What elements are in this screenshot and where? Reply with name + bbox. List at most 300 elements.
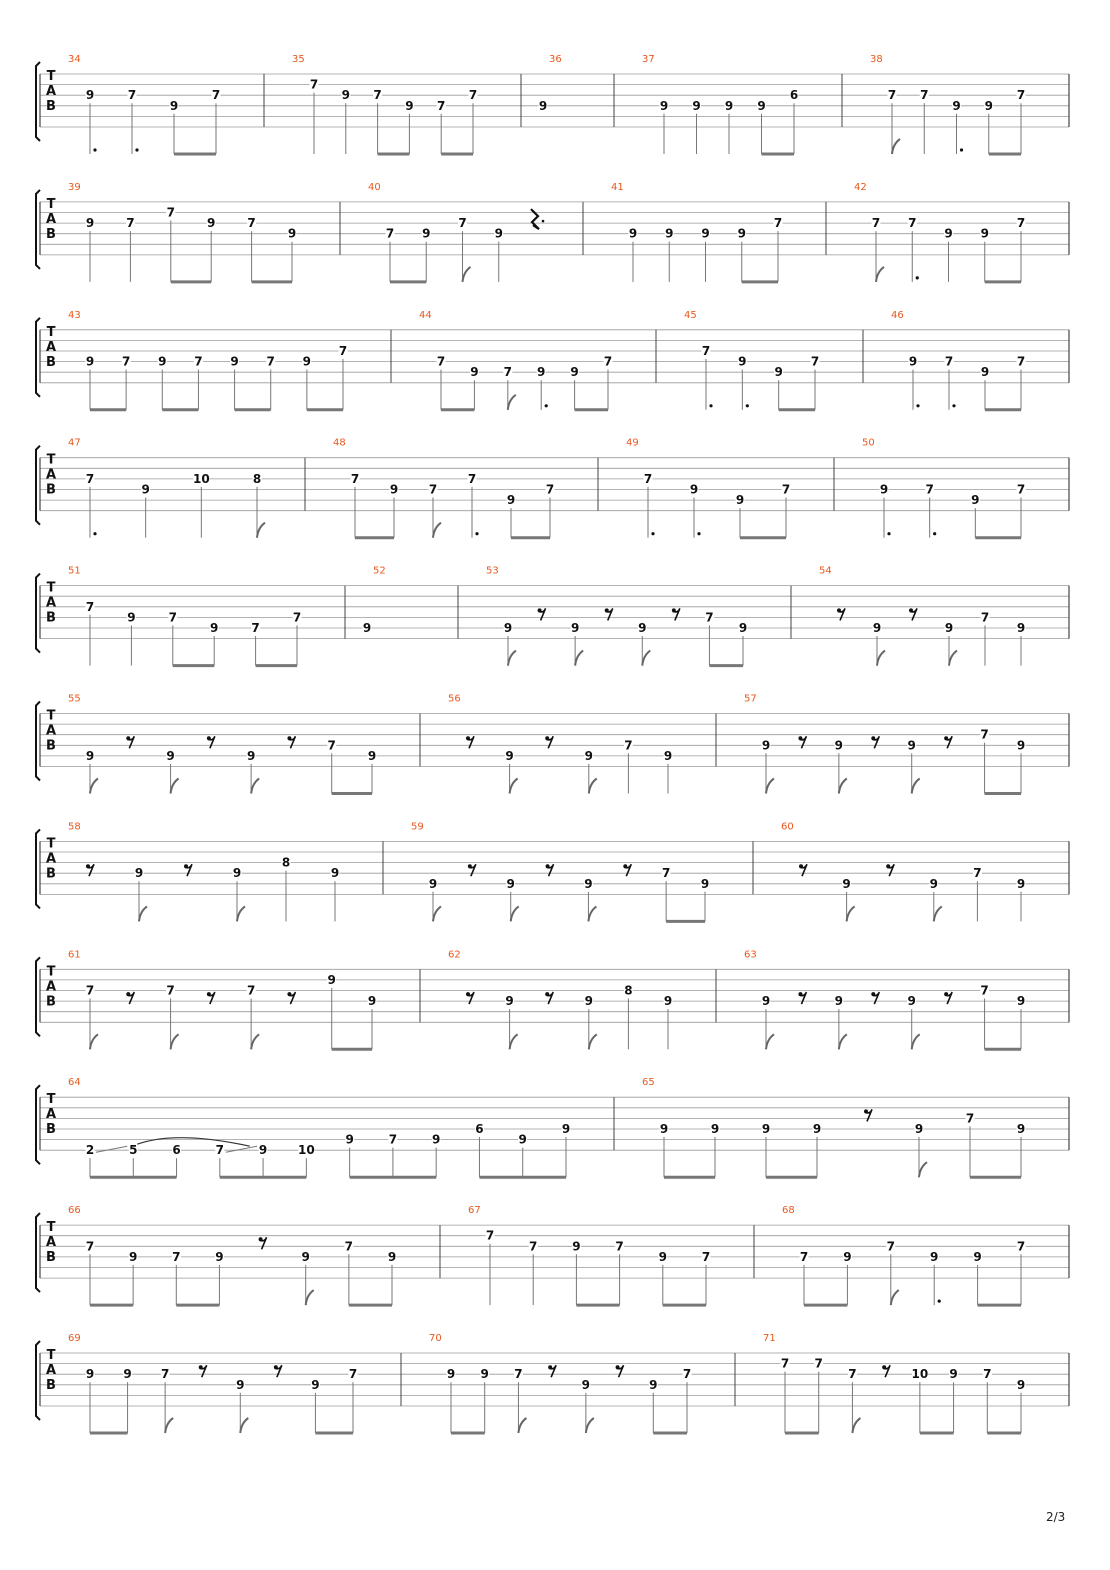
tab-clef-letter: T (46, 452, 56, 468)
fret-number: 9 (362, 621, 372, 635)
fret-number: 9 (1016, 1122, 1026, 1136)
fret-number: 9 (236, 1377, 245, 1392)
measure (368, 182, 544, 282)
fret-number: 9 (929, 876, 938, 891)
fret-number: 9 (518, 1132, 527, 1147)
fret-number: 7 (920, 88, 929, 103)
fret-number: 7 (503, 365, 512, 380)
tab-system (36, 54, 1069, 154)
fret-number: 9 (761, 738, 771, 753)
tab-clef-letter: B (46, 738, 56, 754)
fret-number: 9 (984, 98, 993, 113)
fret-number: 7 (246, 983, 256, 998)
fret-number: 9 (701, 226, 710, 241)
measure-number: 50 (862, 437, 875, 449)
fret-number: 9 (166, 748, 175, 763)
fret-number: 9 (232, 866, 242, 881)
eighth-flag (919, 1162, 927, 1177)
tab-clef-letter: T (46, 196, 56, 212)
fret-number: 7 (925, 482, 934, 497)
fret-number: 9 (971, 493, 980, 508)
measure (781, 821, 1026, 921)
fret-number: 6 (475, 1122, 484, 1136)
fret-number: 9 (659, 98, 669, 113)
fret-number: 9 (345, 1132, 354, 1147)
measure-number: 52 (373, 565, 386, 577)
fret-number: 7 (385, 226, 395, 241)
fret-number: 7 (1016, 354, 1026, 369)
measure-number: 58 (68, 821, 81, 833)
tab-clef-letter: T (46, 964, 56, 980)
fret-number: 9 (210, 621, 219, 635)
eighth-flag (934, 906, 942, 921)
measure (68, 182, 297, 282)
eighth-flag (171, 779, 179, 794)
measure-number: 51 (68, 565, 81, 577)
measure-number: 40 (368, 181, 381, 193)
fret-number: 8 (624, 983, 633, 998)
eighth-flag (257, 523, 265, 538)
eighth-flag (171, 1034, 179, 1049)
fret-number: 9 (207, 216, 216, 231)
fret-number: 6 (789, 88, 799, 103)
tab-clef-letter: A (45, 84, 57, 99)
dotted-rhythm-dot (916, 276, 919, 279)
measure-number: 54 (819, 565, 832, 577)
fret-number: 9 (761, 994, 771, 1009)
fret-number: 7 (292, 610, 302, 625)
eighth-flag (90, 1034, 98, 1049)
measure-number: 34 (68, 54, 81, 65)
fret-number: 9 (628, 226, 638, 241)
tab-clef-letter: B (46, 610, 56, 626)
fret-number: 9 (649, 1377, 658, 1392)
fret-number: 9 (872, 621, 882, 635)
fret-number: 9 (1016, 876, 1026, 891)
eighth-flag (251, 779, 259, 794)
fret-number: 7 (603, 354, 613, 369)
fret-number: 9 (389, 482, 399, 497)
tab-clef-letter: B (46, 482, 56, 498)
measure (448, 694, 673, 794)
measure (819, 566, 1026, 666)
eighth-flag (510, 779, 518, 794)
measure (68, 1077, 571, 1177)
fret-number: 7 (545, 482, 555, 497)
fret-number: 7 (983, 1367, 992, 1382)
eighth-flag (433, 906, 441, 921)
tab-clef-letter: T (46, 1220, 56, 1236)
fret-number: 9 (85, 88, 95, 103)
measure (642, 1077, 1026, 1177)
tab-system (36, 566, 1069, 666)
measure (68, 694, 377, 794)
fret-number: 7 (814, 1356, 823, 1371)
tab-clef-letter: T (46, 69, 56, 84)
fret-number: 9 (949, 1367, 958, 1382)
fret-number: 9 (561, 1122, 571, 1136)
fret-number: 7 (166, 983, 175, 998)
eighth-flag (463, 267, 471, 282)
fret-number: 7 (799, 1249, 809, 1264)
fret-number: 9 (737, 226, 746, 241)
measure (68, 438, 265, 538)
fret-number: 10 (911, 1367, 929, 1382)
fret-number: 7 (1016, 1239, 1026, 1254)
tab-system (36, 821, 1069, 921)
measure-number: 35 (292, 54, 305, 65)
measure (468, 1205, 711, 1305)
fret-number: 9 (738, 354, 747, 369)
fret-number: 7 (701, 344, 711, 358)
measure-number: 67 (468, 1205, 481, 1217)
eighth-flag (892, 139, 900, 154)
measure-number: 38 (870, 54, 883, 65)
fret-number: 9 (944, 621, 954, 635)
fret-number: 9 (834, 994, 844, 1009)
fret-number: 7 (467, 471, 477, 486)
fret-number: 9 (123, 1367, 132, 1382)
eighth-flag (433, 523, 441, 538)
fret-number: 9 (85, 748, 95, 763)
eighth-flag (852, 1418, 860, 1433)
eighth-flag (949, 651, 957, 666)
measure (611, 182, 783, 282)
dotted-rhythm-dot (960, 148, 963, 151)
measure-number: 45 (684, 309, 697, 321)
dotted-rhythm-dot (952, 404, 955, 407)
fret-number: 7 (344, 1239, 354, 1254)
fret-number: 9 (1016, 738, 1026, 753)
fret-number: 9 (367, 748, 377, 763)
fret-number: 7 (980, 610, 990, 625)
measure-number: 65 (642, 1077, 655, 1089)
eighth-flag (912, 779, 920, 794)
tab-clef-letter: B (46, 1250, 56, 1266)
eighth-flag (518, 1418, 526, 1433)
fret-number: 7 (781, 482, 791, 497)
fret-number: 9 (584, 994, 593, 1009)
fret-number: 2 (85, 1143, 95, 1158)
fret-number: 7 (168, 610, 177, 625)
measure (763, 1333, 1026, 1433)
fret-number: 9 (944, 226, 953, 241)
fret-number: 9 (663, 994, 673, 1009)
tab-clef-letter: B (46, 866, 56, 882)
fret-number: 9 (446, 1367, 456, 1382)
dotted-rhythm-dot (651, 532, 654, 535)
tab-system (36, 949, 1069, 1049)
fret-number: 7 (810, 354, 820, 369)
measure-number: 69 (68, 1333, 81, 1344)
measure (419, 310, 613, 410)
fret-number: 9 (505, 748, 514, 763)
tab-clef-letter: B (46, 994, 56, 1010)
page-number: 2/3 (1046, 1510, 1066, 1524)
tab-system (36, 1205, 1069, 1305)
fret-number: 9 (215, 1249, 224, 1264)
fret-number: 9 (757, 98, 766, 113)
fret-number: 9 (367, 994, 377, 1009)
fret-number: 7 (468, 88, 478, 103)
fret-number: 9 (330, 866, 340, 881)
eighth-flag (912, 1034, 920, 1049)
fret-number: 7 (437, 98, 446, 113)
fret-number: 9 (230, 354, 239, 369)
fret-number: 7 (247, 216, 256, 231)
fret-number: 9 (301, 1249, 310, 1264)
measure-number: 60 (781, 821, 794, 833)
fret-number: 9 (689, 482, 699, 497)
measure (854, 182, 1026, 282)
fret-number: 9 (980, 365, 990, 380)
fret-number: 9 (735, 493, 745, 508)
measure-number: 71 (763, 1333, 776, 1344)
tab-clef-letter: A (45, 1235, 57, 1251)
measure-number: 66 (68, 1205, 81, 1217)
tab-system (36, 1077, 1069, 1177)
fret-number: 9 (907, 994, 916, 1009)
measure-number: 42 (854, 181, 867, 193)
eighth-flag (642, 651, 650, 666)
fret-number: 9 (311, 1377, 320, 1392)
fret-number: 9 (570, 621, 580, 635)
fret-number: 9 (812, 1122, 822, 1136)
fret-number: 7 (85, 983, 95, 998)
fret-number: 7 (780, 1356, 790, 1371)
fret-number: 9 (505, 994, 514, 1009)
fret-number: 9 (584, 748, 593, 763)
fret-number: 9 (663, 748, 673, 763)
fret-number: 7 (348, 1367, 358, 1382)
eighth-flag (876, 267, 884, 282)
eighth-flag (588, 906, 596, 921)
eighth-flag (237, 906, 245, 921)
measure (68, 821, 340, 921)
fret-number: 7 (458, 216, 467, 231)
measure-number: 63 (744, 949, 757, 961)
eighth-flag (251, 1034, 259, 1049)
measure (642, 54, 799, 154)
measure (539, 54, 562, 113)
fret-number: 7 (327, 738, 336, 753)
measure (626, 438, 791, 538)
fret-number: 7 (388, 1132, 398, 1147)
fret-number: 9 (127, 610, 136, 625)
tab-system (36, 1333, 1069, 1433)
eighth-flag (589, 1034, 597, 1049)
fret-number: 9 (692, 98, 701, 113)
fret-number: 7 (514, 1367, 523, 1382)
measure (486, 566, 748, 666)
fret-number: 9 (973, 1249, 982, 1264)
measure (684, 310, 820, 410)
fret-number: 9 (879, 482, 889, 497)
tab-system (36, 182, 1069, 282)
measure-number: 48 (333, 437, 346, 449)
fret-number: 9 (907, 738, 916, 753)
dotted-rhythm-dot (697, 532, 700, 535)
dotted-rhythm-dot (545, 404, 548, 407)
eighth-flag (589, 779, 597, 794)
tab-clef-letter: T (46, 708, 56, 724)
fret-number: 9 (169, 98, 179, 113)
fret-number: 7 (85, 1239, 95, 1254)
measure-number: 36 (549, 54, 562, 65)
measure (68, 1333, 358, 1433)
measure-number: 46 (891, 309, 904, 321)
fret-number: 7 (643, 471, 653, 486)
eighth-flag (165, 1418, 173, 1433)
fret-number: 9 (710, 1122, 720, 1136)
eighth-flag (766, 779, 774, 794)
dotted-rhythm-dot (709, 404, 712, 407)
tab-clef-letter: A (45, 851, 57, 867)
tab-clef-letter: T (46, 324, 56, 340)
dotted-rhythm-dot (135, 148, 138, 151)
fret-number: 9 (506, 876, 515, 891)
fret-number: 10 (298, 1143, 315, 1158)
fret-number: 7 (908, 216, 917, 231)
tab-clef-letter: T (46, 580, 56, 596)
measure-number: 64 (68, 1077, 81, 1089)
fret-number: 9 (665, 226, 674, 241)
fret-number: 7 (485, 1228, 495, 1243)
tab-clef-letter: T (46, 1092, 56, 1108)
fret-number: 9 (246, 748, 256, 763)
slide-line (226, 1146, 257, 1152)
fret-number: 7 (172, 1249, 181, 1264)
fret-number: 9 (158, 354, 167, 369)
fret-number: 9 (834, 738, 844, 753)
measure (333, 438, 555, 538)
tab-clef-letter: T (46, 1348, 56, 1363)
fret-number: 9 (952, 98, 961, 113)
fret-number: 7 (350, 471, 360, 486)
measure (744, 949, 1026, 1049)
tab-clef-letter: A (45, 595, 57, 611)
tab-clef-letter: A (45, 723, 57, 739)
tab-system (36, 438, 1069, 538)
fret-number: 9 (506, 493, 516, 508)
measure (744, 694, 1026, 794)
eighth-flag (90, 779, 98, 794)
fret-number: 9 (980, 226, 989, 241)
fret-number: 7 (965, 1111, 975, 1126)
fret-number: 9 (843, 1249, 852, 1264)
fret-number: 7 (215, 1143, 224, 1158)
fret-number: 9 (1016, 1377, 1026, 1392)
dotted-rhythm-dot (933, 532, 936, 535)
fret-number: 9 (470, 365, 479, 380)
fret-number: 9 (85, 1367, 95, 1382)
fret-number: 9 (428, 876, 438, 891)
fret-number: 9 (1016, 994, 1026, 1009)
fret-number: 9 (134, 866, 144, 881)
measure-number: 47 (68, 437, 81, 449)
measure-number: 43 (68, 309, 81, 321)
tie-arc (137, 1138, 250, 1147)
measure (870, 54, 1026, 154)
measure (782, 1205, 1026, 1305)
dotted-rhythm-dot (938, 1300, 941, 1303)
eighth-flag (847, 906, 855, 921)
fret-number: 9 (405, 98, 414, 113)
fret-number: 7 (166, 205, 175, 220)
fret-number: 9 (584, 876, 593, 891)
slide-line (96, 1146, 127, 1152)
fret-number: 7 (251, 621, 260, 635)
fret-number: 7 (1016, 216, 1026, 231)
fret-number: 7 (338, 344, 348, 358)
dotted-rhythm-dot (93, 148, 96, 151)
eighth-flag (508, 651, 516, 666)
fret-number: 10 (192, 471, 210, 486)
fret-number: 7 (121, 354, 131, 369)
fret-number: 7 (682, 1367, 692, 1382)
fret-number: 9 (724, 98, 734, 113)
measure-number: 55 (68, 693, 81, 705)
fret-number: 6 (172, 1143, 181, 1158)
measure-number: 57 (744, 693, 757, 705)
fret-number: 9 (659, 1122, 669, 1136)
eighth-flag (139, 906, 147, 921)
measure (68, 1205, 397, 1305)
measure-number: 68 (782, 1205, 795, 1217)
measure (891, 310, 1026, 410)
fret-number: 7 (126, 216, 135, 231)
measure-number: 49 (626, 437, 639, 449)
fret-number: 7 (1016, 482, 1026, 497)
tab-system (36, 694, 1069, 794)
fret-number: 7 (848, 1367, 857, 1382)
measure (448, 949, 673, 1049)
tab-clef-letter: T (46, 836, 56, 852)
measure (68, 310, 348, 410)
measure (68, 949, 377, 1049)
fret-number: 7 (980, 983, 989, 998)
fret-number: 7 (705, 610, 714, 625)
fret-number: 9 (387, 1249, 397, 1264)
tab-clef-letter: B (46, 354, 56, 370)
fret-number: 7 (887, 88, 897, 103)
fret-number: 7 (309, 77, 319, 92)
fret-number: 9 (432, 1132, 441, 1147)
tab-clef-letter: B (46, 99, 56, 114)
measure (68, 54, 221, 154)
fret-number: 9 (85, 216, 95, 231)
tab-system (36, 310, 1069, 410)
tab-clef-letter: B (46, 1378, 56, 1393)
eighth-flag (839, 779, 847, 794)
fret-number: 9 (327, 972, 336, 987)
fret-number: 9 (658, 1249, 667, 1264)
fret-number: 7 (266, 354, 275, 369)
fret-number: 9 (738, 621, 748, 635)
fret-number: 9 (537, 365, 546, 380)
eighth-flag (891, 1290, 899, 1305)
fret-number: 7 (886, 1239, 895, 1254)
dotted-rhythm-dot (887, 532, 890, 535)
measure-number: 56 (448, 693, 461, 705)
measure-number: 62 (448, 949, 461, 961)
rest-dot (542, 220, 545, 223)
tab-clef-letter: A (45, 339, 57, 355)
fret-number: 9 (1016, 621, 1026, 635)
fret-number: 9 (761, 1122, 771, 1136)
fret-number: 9 (572, 1239, 581, 1254)
measure (411, 821, 710, 921)
